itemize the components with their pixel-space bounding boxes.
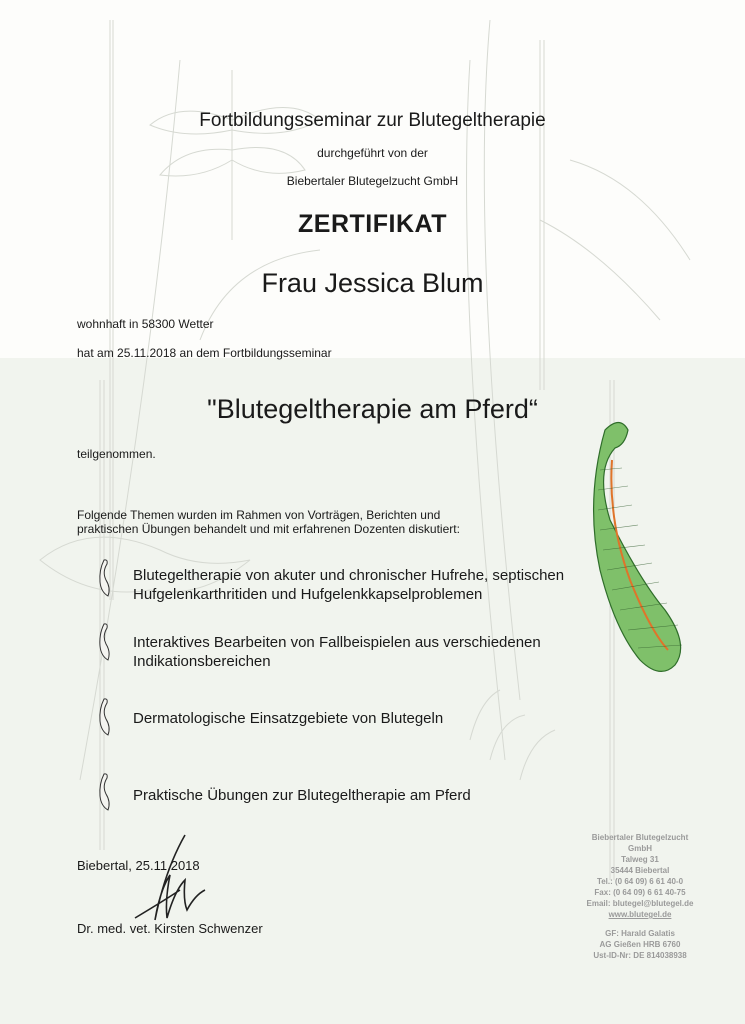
seminar-line: Fortbildungsseminar zur Blutegeltherapie (199, 110, 546, 131)
signer-name: Dr. med. vet. Kirsten Schwenzer (77, 921, 263, 936)
topic-item: Dermatologische Einsatzgebiete von Blutegeln (133, 710, 444, 727)
topic-item: Praktische Übungen zur Blutegeltherapie am Pferd (133, 787, 471, 804)
attended-line: hat am 25.11.2018 an dem Fortbildungsseminar (77, 346, 332, 360)
company-stamp: Biebertaler Blutegelzucht GmbH Talweg 31 35444 Biebertal Tel.: (0 64 09) 6 61 40-0 Fax: (0 64 09) 6 61 40-75 Email: blutegel@blutegel.de www.blutegel.de GF: Harald Galatis AG Gießen HRB 6760 Ust-ID-Nr: DE 814038938 (586, 833, 694, 960)
course-title: "Blutegeltherapie am Pferd“ (207, 394, 538, 424)
conducted-by: durchgeführt von der (317, 146, 428, 160)
participated: teilgenommen. (77, 447, 156, 461)
residence: wohnhaft in 58300 Wetter (77, 317, 214, 331)
topic-item: Interaktives Bearbeiten von Fallbeispielen aus verschiedenen Indikationsbereichen (133, 634, 541, 670)
topics-intro-line: praktischen Übungen behandelt und mit erfahrenen Dozenten diskutiert: (77, 522, 460, 536)
leech-bullet-icon (96, 772, 114, 812)
topic-item: Blutegeltherapie von akuter und chronischer Hufrehe, septischen Hufgelenkarthritiden und Hufgelenkkapselproblemen (133, 567, 565, 603)
organization: Biebertaler Blutegelzucht GmbH (286, 174, 459, 188)
certificate-title: ZERTIFIKAT (298, 210, 447, 238)
recipient-name: Frau Jessica Blum (261, 268, 484, 298)
place-date: Biebertal, 25.11.2018 (77, 858, 200, 873)
leech-bullet-icon (96, 558, 114, 598)
topics-intro-line: Folgende Themen wurden im Rahmen von Vorträgen, Berichten und (77, 508, 441, 522)
signature (125, 830, 235, 925)
leech-bullet-icon (96, 622, 114, 662)
leech-bullet-icon (96, 697, 114, 737)
